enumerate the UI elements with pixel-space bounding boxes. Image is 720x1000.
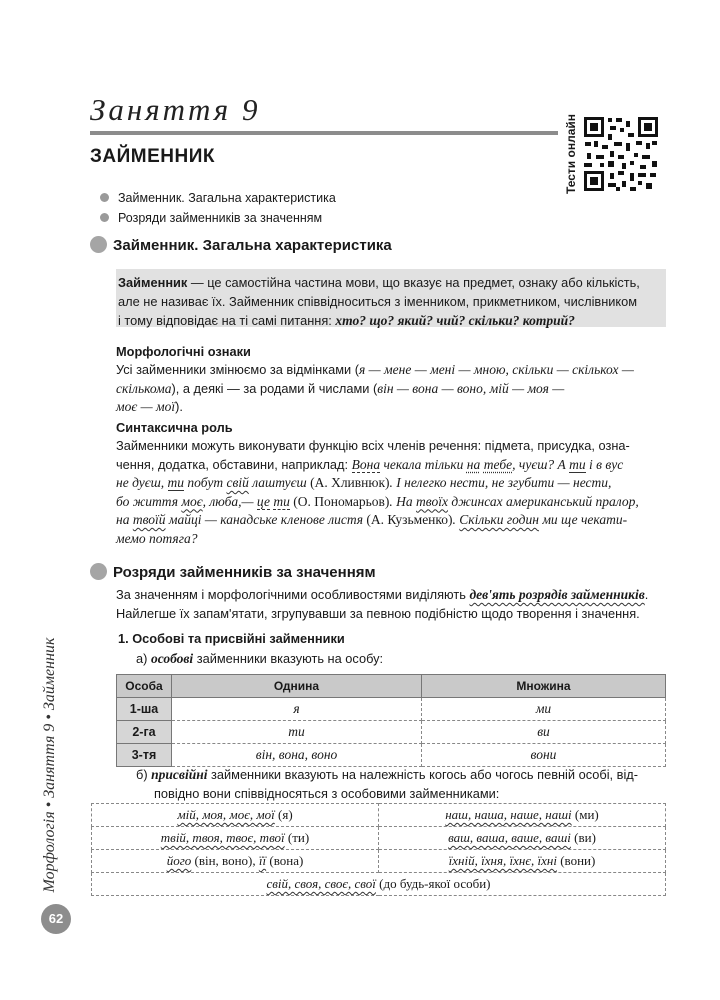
topic-list-item[interactable]: Розряди займенників за значенням: [100, 208, 336, 228]
morph-heading: Морфологічні ознаки: [116, 344, 251, 359]
table-row: його (він, воно), її (вона) їхній, їхня, їхнє, їхні (вони): [92, 850, 666, 873]
qr-code-icon[interactable]: [582, 115, 660, 193]
table-row: твій, твоя, твоє, твої (ти) ваш, ваша, ваше, ваші (ви): [92, 827, 666, 850]
topic-title: ЗАЙМЕННИК: [90, 146, 215, 167]
section-bullet-icon: [90, 563, 107, 580]
header-rule: [90, 131, 558, 135]
table-row: 3-тя він, вона, воно вони: [117, 744, 666, 767]
qr-caption: Тести онлайн: [564, 113, 578, 195]
section-bullet-icon: [90, 236, 107, 253]
syntax-paragraph: Займенники можуть виконувати функцію всіх членів речення: підмета, присудка, озна- чення, додатка, обставини, наприклад: Вона чекала тільки на тебе, чуєш? А ти і в вус не дуєш, ти побут свій лаштуєш (А. Хливнюк). І нелегко нести, не згубити — нести, бо життя моє, люба,— це ти (О. Пономарьов). На твоїх джинсах американський пралор, на твоїй майці — канадське кленове листя (А. Кузьменко). Скільки годин ми ще чекати- мемо потяга?: [116, 438, 639, 546]
topic-list-item[interactable]: Займенник. Загальна характеристика: [100, 188, 336, 208]
syntax-heading: Синтаксична роль: [116, 420, 233, 435]
page-number-badge: 62: [41, 904, 71, 934]
table-row: 1-ша я ми: [117, 698, 666, 721]
table-header: Множина: [422, 675, 666, 698]
sidebar-running-title: Морфологія • Заняття 9 • Займенник: [41, 637, 58, 893]
personal-pronouns-table: [116, 674, 666, 767]
definition-text: Займенник — це самостійна частина мови, що вказує на предмет, ознаку або кількість, але не називає їх. Займенник співвідноситься з іменником, прикметником, числівником і тому відповідає на ті самі питання: хто? що? який? чий? скільки? котрий?: [118, 275, 640, 328]
topic-list: [100, 188, 336, 228]
group1-heading: 1. Особові та присвійні займенники: [118, 631, 345, 646]
table-row: свій, своя, своє, свої (до будь-якої особи): [92, 873, 666, 896]
possessive-caption: б) присвійні займенники вказують на належність когось або чогось певній особі, від- повідно вони співвідносяться з особовими займенниками:: [136, 767, 639, 801]
categories-intro: За значенням і морфологічними особливостями виділяють дев'ять розрядів займенників. Найлегше їх запам'ятати, згрупувавши за певною подібністю щодо творення і значення.: [116, 587, 649, 621]
section-heading-general: Займенник. Загальна характеристика: [90, 236, 392, 254]
lesson-title: Заняття 9: [90, 92, 261, 127]
morph-paragraph: Усі займенники змінюємо за відмінками (я — мене — мені — мною, скільки — скількох — скількома), а деякі — за родами й числами (він — вона — воно, мій — моя — моє — мої).: [116, 362, 634, 414]
personal-caption: а) особові займенники вказують на особу:: [136, 651, 384, 666]
table-row: мій, моя, моє, мої (я) наш, наша, наше, наші (ми): [92, 804, 666, 827]
section-heading-categories: Розряди займенників за значенням: [90, 563, 376, 581]
table-row: 2-га ти ви: [117, 721, 666, 744]
table-header: Однина: [172, 675, 422, 698]
possessive-pronouns-table: [91, 803, 666, 896]
table-header: Особа: [117, 675, 172, 698]
